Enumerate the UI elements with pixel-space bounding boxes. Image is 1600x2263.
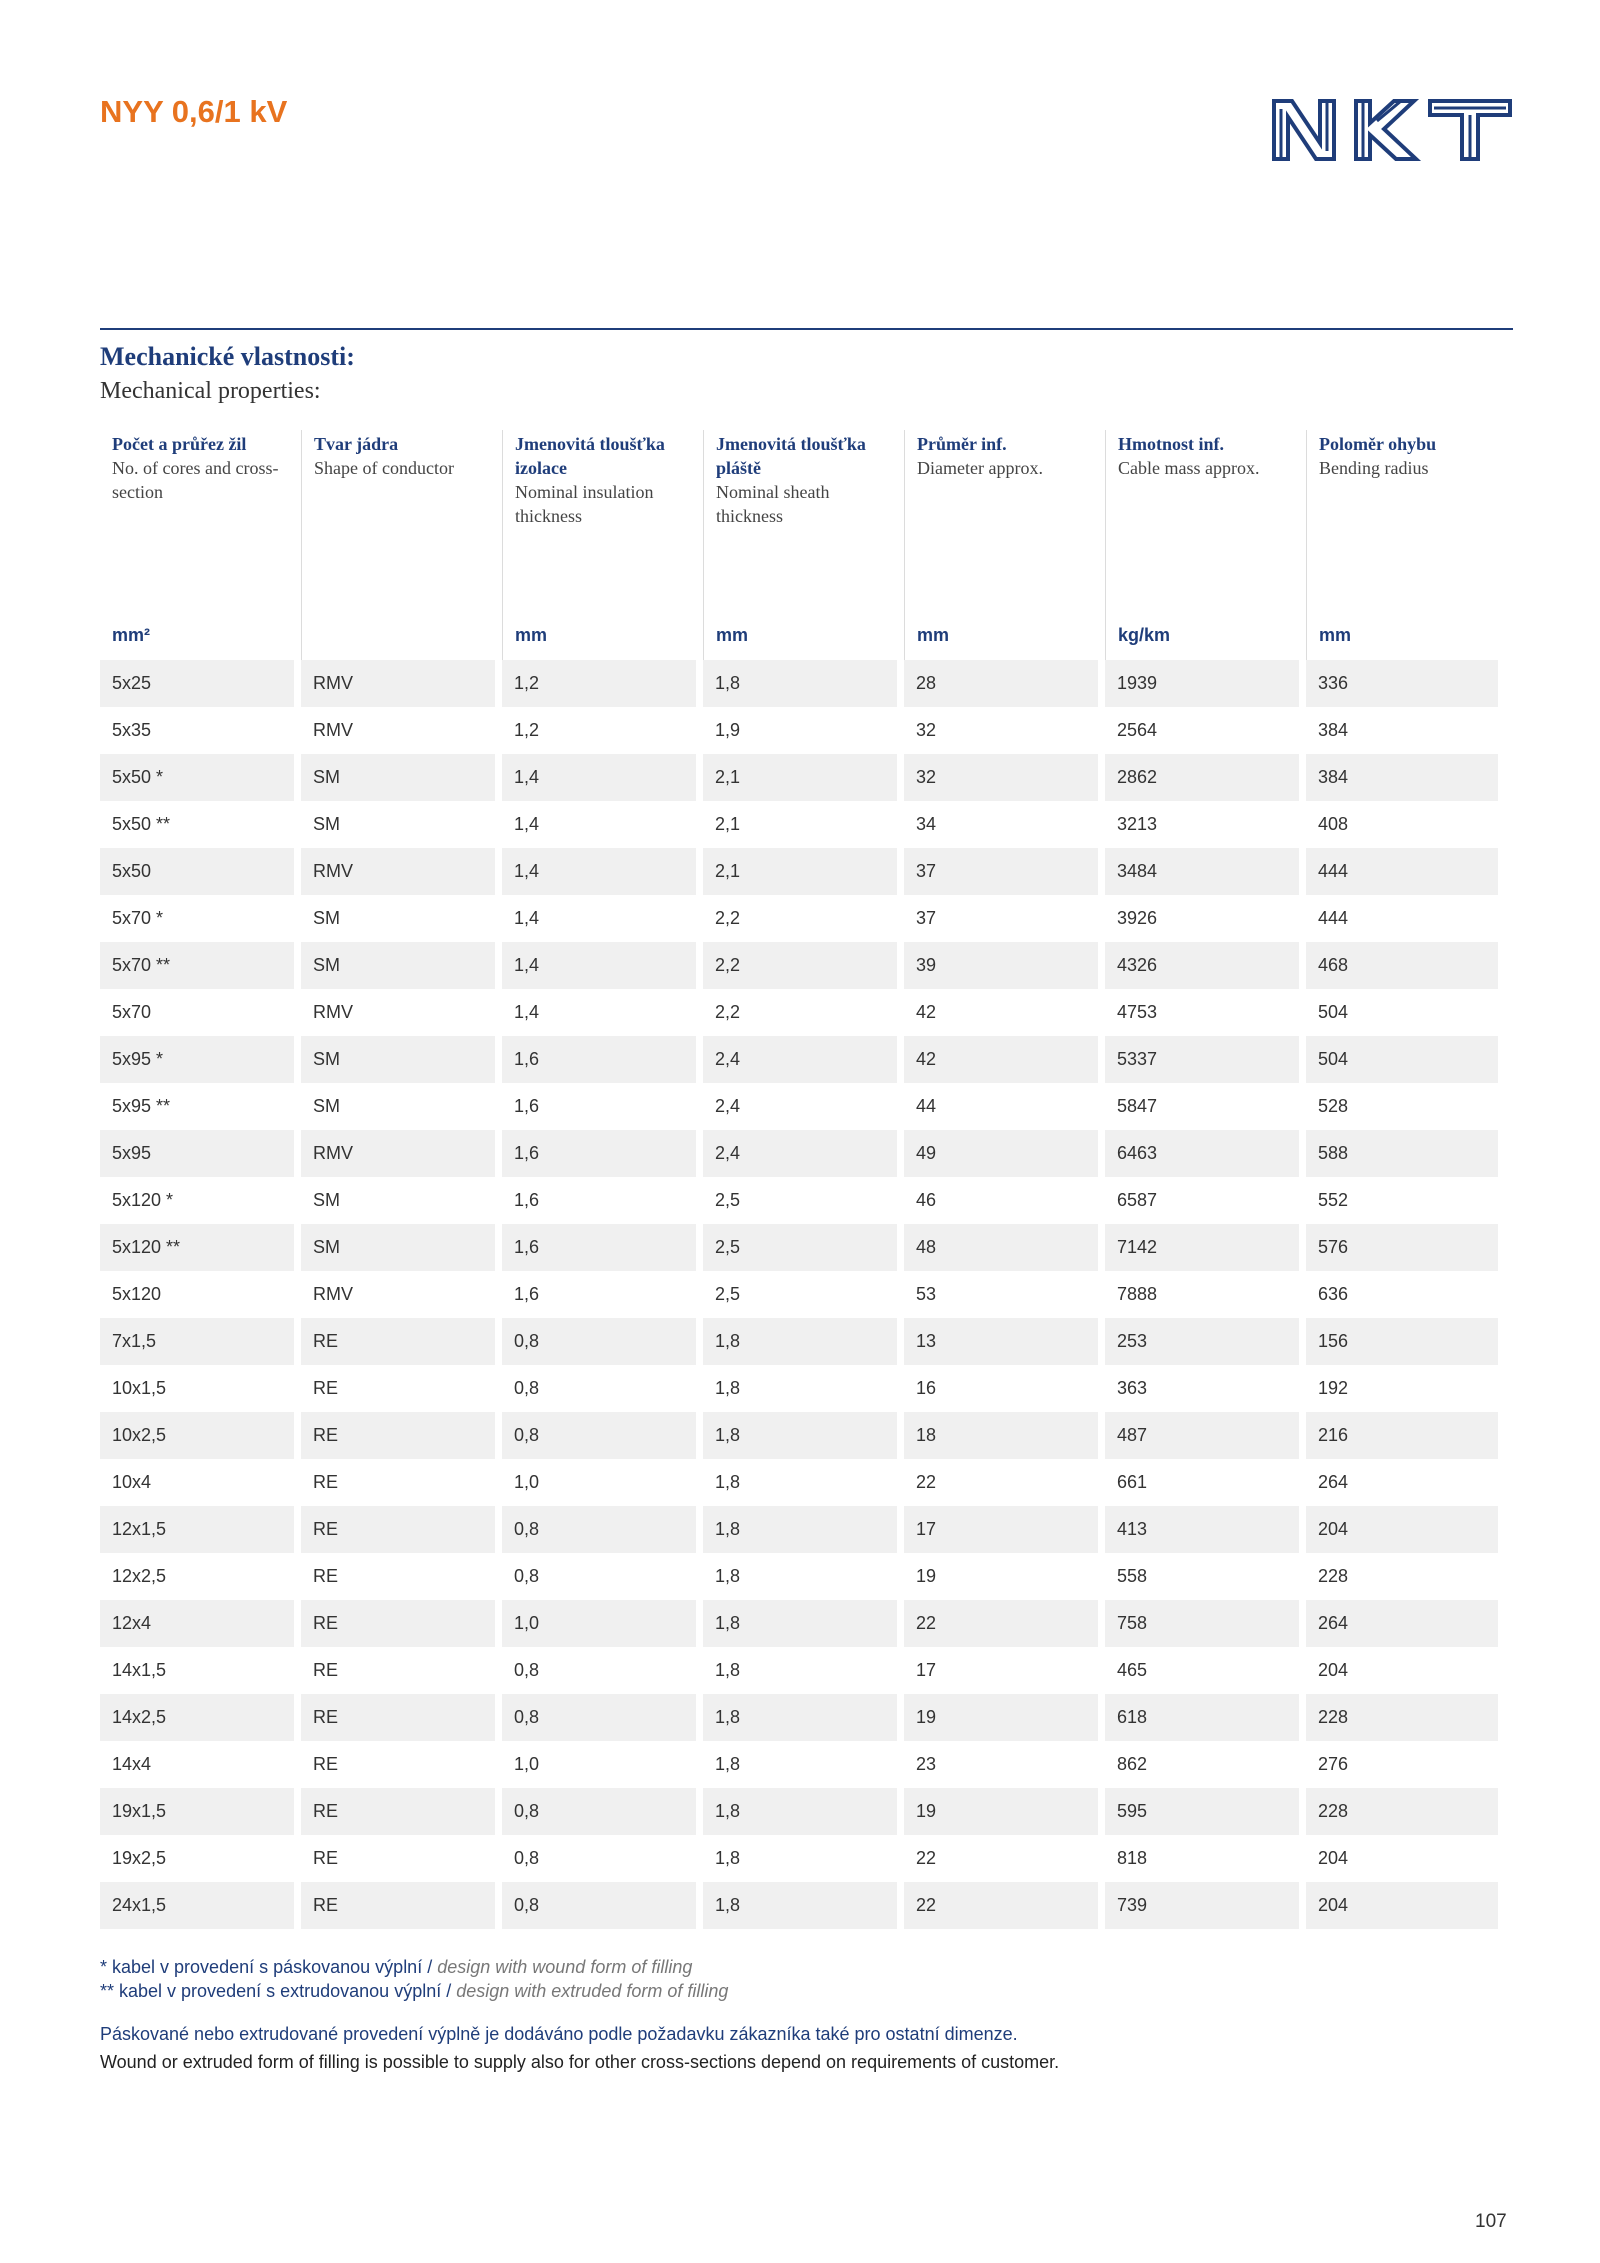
table-cell: 14x2,5 [100, 1694, 294, 1741]
table-cell: 53 [904, 1271, 1098, 1318]
table-cell: 264 [1306, 1459, 1498, 1506]
table-cell: SM [301, 1083, 495, 1130]
table-cell: RE [301, 1412, 495, 1459]
column-unit: mm² [112, 625, 151, 645]
table-cell: 5x25 [100, 660, 294, 707]
table-cell: 14x1,5 [100, 1647, 294, 1694]
table-cell: 42 [904, 989, 1098, 1036]
table-row [100, 660, 1513, 707]
table-cell: 17 [904, 1506, 1098, 1553]
table-cell: 37 [904, 848, 1098, 895]
table-cell: 504 [1306, 989, 1498, 1036]
table-cell: 758 [1105, 1600, 1299, 1647]
table-cell: 5x95 ** [100, 1083, 294, 1130]
table-cell: 465 [1105, 1647, 1299, 1694]
table-cell: RMV [301, 707, 495, 754]
table-cell: 1,8 [703, 1553, 897, 1600]
column-header-cz: Jmenovitá tloušťka izolace [515, 434, 665, 478]
table-row [100, 1271, 1513, 1318]
table-cell: 204 [1306, 1647, 1498, 1694]
table-cell: 1,8 [703, 1365, 897, 1412]
table-cell: 18 [904, 1412, 1098, 1459]
table-cell: 1,8 [703, 1459, 897, 1506]
column-header [301, 430, 502, 660]
table-cell: 7888 [1105, 1271, 1299, 1318]
table-cell: 862 [1105, 1741, 1299, 1788]
table-row [100, 801, 1513, 848]
table-cell: 0,8 [502, 1412, 696, 1459]
table-cell: 818 [1105, 1835, 1299, 1882]
table-cell: 1,4 [502, 989, 696, 1036]
table-cell: RMV [301, 1130, 495, 1177]
table-cell: 5x95 [100, 1130, 294, 1177]
footnote-extruded-en: design with extruded form of filling [456, 1981, 729, 2001]
table-cell: 253 [1105, 1318, 1299, 1365]
table-cell: 4753 [1105, 989, 1299, 1036]
table-cell: 1,8 [703, 1318, 897, 1365]
table-cell: RMV [301, 989, 495, 1036]
table-cell: 6587 [1105, 1177, 1299, 1224]
table-cell: 0,8 [502, 1788, 696, 1835]
footnote-extruded [100, 1979, 728, 2003]
table-row [100, 1741, 1513, 1788]
footnote-extruded-cz: ** kabel v provedení s extrudovanou výplní / [100, 1981, 452, 2001]
table-cell: 3213 [1105, 801, 1299, 848]
table-cell: 1,8 [703, 1788, 897, 1835]
table-cell: 6463 [1105, 1130, 1299, 1177]
table-cell: 2,2 [703, 942, 897, 989]
table-cell: 192 [1306, 1365, 1498, 1412]
table-cell: 228 [1306, 1788, 1498, 1835]
table-row [100, 754, 1513, 801]
table-cell: 5x50 * [100, 754, 294, 801]
table-cell: 1,4 [502, 754, 696, 801]
table-cell: RE [301, 1459, 495, 1506]
column-header-cz: Průměr inf. [917, 434, 1007, 454]
table-cell: 618 [1105, 1694, 1299, 1741]
table-cell: 2,1 [703, 801, 897, 848]
table-cell: 0,8 [502, 1647, 696, 1694]
footnote-wound-cz: * kabel v provedení s páskovanou výplní / [100, 1957, 433, 1977]
table-cell: 1,8 [703, 1741, 897, 1788]
table-cell: 1,6 [502, 1271, 696, 1318]
table-cell: RE [301, 1788, 495, 1835]
table-cell: 228 [1306, 1694, 1498, 1741]
column-header-en: Shape of conductor [314, 458, 454, 478]
table-cell: 204 [1306, 1882, 1498, 1929]
table-cell: 1,6 [502, 1036, 696, 1083]
table-cell: 16 [904, 1365, 1098, 1412]
supply-note-en: Wound or extruded form of filling is possible to supply also for other cross-sections depend on requirements of customer. [100, 2052, 1060, 2072]
table-cell: 576 [1306, 1224, 1498, 1271]
section-divider [100, 328, 1513, 330]
column-header [1306, 430, 1498, 660]
table-row [100, 1882, 1513, 1929]
table-cell: 14x4 [100, 1741, 294, 1788]
table-cell: 24x1,5 [100, 1882, 294, 1929]
table-cell: 5x120 [100, 1271, 294, 1318]
table-row [100, 1318, 1513, 1365]
table-cell: 204 [1306, 1835, 1498, 1882]
table-cell: 558 [1105, 1553, 1299, 1600]
table-cell: 5x50 [100, 848, 294, 895]
table-row [100, 1694, 1513, 1741]
table-cell: 2,2 [703, 895, 897, 942]
table-cell: 37 [904, 895, 1098, 942]
table-header [100, 430, 1513, 660]
table-cell: 19 [904, 1553, 1098, 1600]
table-body [100, 660, 1513, 1929]
footnote-wound-en: design with wound form of filling [437, 1957, 693, 1977]
table-cell: RE [301, 1647, 495, 1694]
table-cell: 1,4 [502, 895, 696, 942]
table-cell: 0,8 [502, 1882, 696, 1929]
table-cell: 0,8 [502, 1694, 696, 1741]
table-cell: 32 [904, 707, 1098, 754]
table-cell: 636 [1306, 1271, 1498, 1318]
table-row [100, 848, 1513, 895]
table-cell: 17 [904, 1647, 1098, 1694]
table-cell: 228 [1306, 1553, 1498, 1600]
table-cell: 1,8 [703, 1647, 897, 1694]
table-cell: 5337 [1105, 1036, 1299, 1083]
table-cell: 1,8 [703, 1694, 897, 1741]
table-cell: 10x2,5 [100, 1412, 294, 1459]
table-cell: 1,6 [502, 1224, 696, 1271]
table-cell: 408 [1306, 801, 1498, 848]
section-title: Mechanické vlastnosti: [100, 342, 355, 371]
table-cell: 2,4 [703, 1130, 897, 1177]
column-header-en: Bending radius [1319, 458, 1429, 478]
column-header [703, 430, 904, 660]
table-cell: 588 [1306, 1130, 1498, 1177]
table-row [100, 1459, 1513, 1506]
nkt-logo [1270, 97, 1514, 163]
table-cell: 1,2 [502, 707, 696, 754]
table-cell: 1,8 [703, 1412, 897, 1459]
table-row [100, 1130, 1513, 1177]
table-cell: RE [301, 1694, 495, 1741]
table-cell: 0,8 [502, 1553, 696, 1600]
table-row [100, 1083, 1513, 1130]
table-cell: 1,4 [502, 848, 696, 895]
table-cell: 2,1 [703, 848, 897, 895]
table-cell: 1,8 [703, 1506, 897, 1553]
table-row [100, 1600, 1513, 1647]
footnote-wound [100, 1955, 728, 1979]
table-cell: 1,6 [502, 1083, 696, 1130]
table-cell: 264 [1306, 1600, 1498, 1647]
table-cell: 156 [1306, 1318, 1498, 1365]
column-header-cz: Poloměr ohybu [1319, 434, 1437, 454]
table-cell: 384 [1306, 707, 1498, 754]
column-header-cz: Tvar jádra [314, 434, 399, 454]
table-cell: 661 [1105, 1459, 1299, 1506]
table-cell: 4326 [1105, 942, 1299, 989]
table-cell: RE [301, 1506, 495, 1553]
table-cell: RE [301, 1741, 495, 1788]
table-cell: 22 [904, 1835, 1098, 1882]
table-cell: 5x120 ** [100, 1224, 294, 1271]
table-cell: 216 [1306, 1412, 1498, 1459]
page-number: 107 [1475, 2211, 1507, 2232]
table-cell: 5847 [1105, 1083, 1299, 1130]
column-header-en: Nominal insulation thickness [515, 482, 654, 526]
table-cell: 5x70 ** [100, 942, 294, 989]
mechanical-properties-table [100, 430, 1513, 1929]
table-cell: 1939 [1105, 660, 1299, 707]
table-cell: 1,0 [502, 1600, 696, 1647]
table-row [100, 1788, 1513, 1835]
table-cell: RE [301, 1365, 495, 1412]
table-cell: 22 [904, 1459, 1098, 1506]
table-row [100, 942, 1513, 989]
table-row [100, 1412, 1513, 1459]
table-cell: 12x2,5 [100, 1553, 294, 1600]
table-cell: 336 [1306, 660, 1498, 707]
table-cell: RE [301, 1882, 495, 1929]
table-row [100, 989, 1513, 1036]
supply-note [100, 2020, 1059, 2076]
column-header [502, 430, 703, 660]
column-header-cz: Jmenovitá tloušťka pláště [716, 434, 866, 478]
table-cell: RMV [301, 1271, 495, 1318]
table-row [100, 1365, 1513, 1412]
table-cell: 1,8 [703, 1882, 897, 1929]
table-cell: 13 [904, 1318, 1098, 1365]
table-cell: 276 [1306, 1741, 1498, 1788]
table-cell: 3926 [1105, 895, 1299, 942]
table-cell: SM [301, 1036, 495, 1083]
table-cell: 3484 [1105, 848, 1299, 895]
table-cell: 595 [1105, 1788, 1299, 1835]
table-cell: 1,8 [703, 1835, 897, 1882]
column-header [100, 430, 301, 660]
table-row [100, 895, 1513, 942]
table-cell: 7x1,5 [100, 1318, 294, 1365]
section-subtitle: Mechanical properties: [100, 378, 321, 404]
table-cell: 2,5 [703, 1177, 897, 1224]
table-row [100, 707, 1513, 754]
table-row [100, 1177, 1513, 1224]
table-cell: RE [301, 1553, 495, 1600]
table-cell: 413 [1105, 1506, 1299, 1553]
table-cell: 1,0 [502, 1741, 696, 1788]
table-cell: SM [301, 754, 495, 801]
table-cell: SM [301, 801, 495, 848]
table-cell: 2,5 [703, 1271, 897, 1318]
table-cell: 1,6 [502, 1177, 696, 1224]
column-unit: mm [917, 625, 950, 645]
table-cell: RE [301, 1600, 495, 1647]
table-cell: 1,0 [502, 1459, 696, 1506]
table-cell: 1,8 [703, 1600, 897, 1647]
table-cell: 2862 [1105, 754, 1299, 801]
table-cell: 34 [904, 801, 1098, 848]
table-cell: 19 [904, 1788, 1098, 1835]
table-cell: 22 [904, 1882, 1098, 1929]
table-cell: 444 [1306, 895, 1498, 942]
column-unit: mm [1319, 625, 1352, 645]
table-cell: 22 [904, 1600, 1098, 1647]
table-cell: 2,2 [703, 989, 897, 1036]
table-cell: 42 [904, 1036, 1098, 1083]
table-cell: 49 [904, 1130, 1098, 1177]
table-cell: 2,4 [703, 1083, 897, 1130]
table-cell: 23 [904, 1741, 1098, 1788]
table-cell: 5x50 ** [100, 801, 294, 848]
table-cell: 5x120 * [100, 1177, 294, 1224]
column-header-en: No. of cores and cross-section [112, 458, 279, 502]
table-cell: 48 [904, 1224, 1098, 1271]
table-cell: RE [301, 1835, 495, 1882]
table-cell: 12x4 [100, 1600, 294, 1647]
footnotes [100, 1955, 728, 2003]
column-header-en: Nominal sheath thickness [716, 482, 830, 526]
table-cell: 28 [904, 660, 1098, 707]
column-unit: kg/km [1118, 625, 1171, 645]
table-cell: 444 [1306, 848, 1498, 895]
table-cell: SM [301, 942, 495, 989]
column-header-cz: Hmotnost inf. [1118, 434, 1225, 454]
table-cell: 19x2,5 [100, 1835, 294, 1882]
table-cell: 5x70 * [100, 895, 294, 942]
table-cell: 10x4 [100, 1459, 294, 1506]
table-cell: SM [301, 1224, 495, 1271]
table-row [100, 1553, 1513, 1600]
table-cell: 19x1,5 [100, 1788, 294, 1835]
column-header [1105, 430, 1306, 660]
table-cell: 7142 [1105, 1224, 1299, 1271]
table-cell: 32 [904, 754, 1098, 801]
supply-note-cz: Páskované nebo extrudované provedení výplně je dodáváno podle požadavku zákazníka také pro ostatní dimenze. [100, 2024, 1018, 2044]
table-cell: 5x70 [100, 989, 294, 1036]
table-cell: RE [301, 1318, 495, 1365]
table-row [100, 1224, 1513, 1271]
column-header-cz: Počet a průřez žil [112, 434, 247, 454]
table-cell: 363 [1105, 1365, 1299, 1412]
table-cell: 204 [1306, 1506, 1498, 1553]
table-cell: 19 [904, 1694, 1098, 1741]
table-cell: RMV [301, 660, 495, 707]
column-header-en: Cable mass approx. [1118, 458, 1260, 478]
table-row [100, 1506, 1513, 1553]
table-cell: RMV [301, 848, 495, 895]
column-header-en: Diameter approx. [917, 458, 1043, 478]
table-cell: 2564 [1105, 707, 1299, 754]
table-cell: 468 [1306, 942, 1498, 989]
table-row [100, 1036, 1513, 1083]
table-cell: 384 [1306, 754, 1498, 801]
table-cell: 44 [904, 1083, 1098, 1130]
table-cell: 5x95 * [100, 1036, 294, 1083]
table-cell: 2,1 [703, 754, 897, 801]
table-cell: 2,4 [703, 1036, 897, 1083]
table-cell: 0,8 [502, 1318, 696, 1365]
table-cell: 1,2 [502, 660, 696, 707]
column-unit: mm [515, 625, 548, 645]
table-cell: 528 [1306, 1083, 1498, 1130]
table-cell: 1,6 [502, 1130, 696, 1177]
column-header [904, 430, 1105, 660]
table-cell: 0,8 [502, 1365, 696, 1412]
table-cell: 1,4 [502, 801, 696, 848]
table-cell: 552 [1306, 1177, 1498, 1224]
table-row [100, 1647, 1513, 1694]
table-cell: 1,8 [703, 660, 897, 707]
table-cell: 0,8 [502, 1506, 696, 1553]
table-cell: 739 [1105, 1882, 1299, 1929]
table-row [100, 1835, 1513, 1882]
table-cell: 1,9 [703, 707, 897, 754]
table-cell: 12x1,5 [100, 1506, 294, 1553]
table-cell: 1,4 [502, 942, 696, 989]
table-cell: 487 [1105, 1412, 1299, 1459]
table-cell: 39 [904, 942, 1098, 989]
table-cell: SM [301, 1177, 495, 1224]
table-cell: 2,5 [703, 1224, 897, 1271]
table-cell: 0,8 [502, 1835, 696, 1882]
table-cell: SM [301, 895, 495, 942]
page-title: NYY 0,6/1 kV [100, 94, 288, 129]
table-cell: 46 [904, 1177, 1098, 1224]
table-cell: 504 [1306, 1036, 1498, 1083]
table-cell: 10x1,5 [100, 1365, 294, 1412]
table-cell: 5x35 [100, 707, 294, 754]
column-unit: mm [716, 625, 749, 645]
